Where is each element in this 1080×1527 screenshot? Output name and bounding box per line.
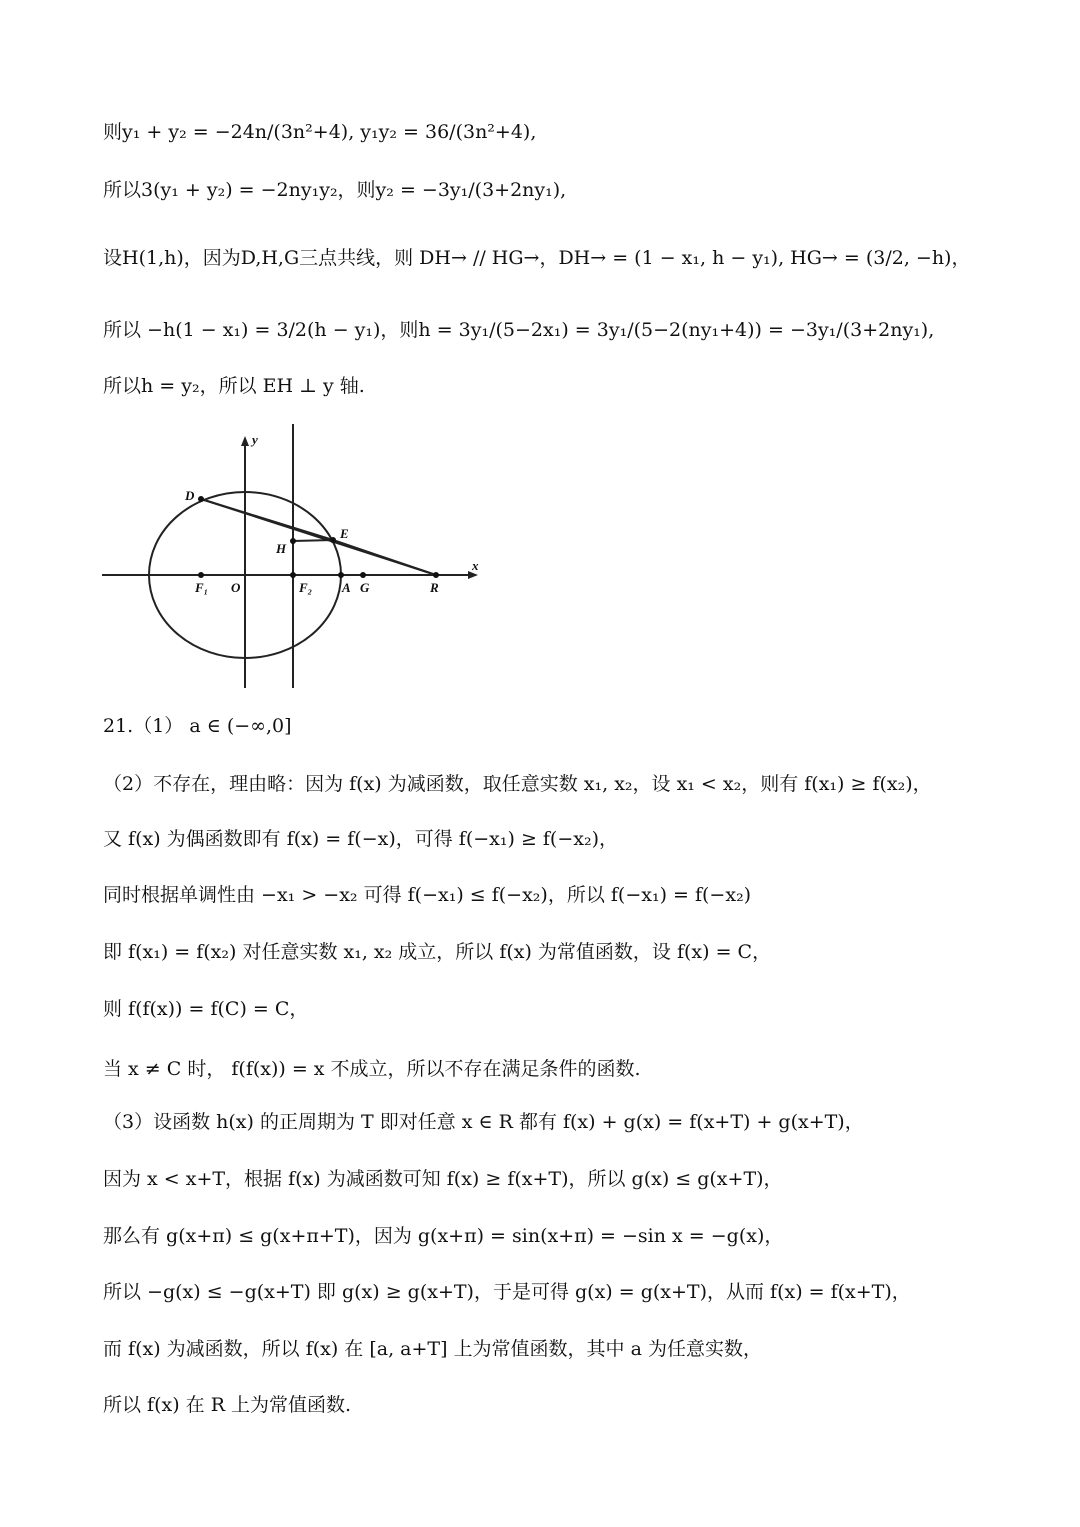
text-line-4: 所以 −h(1 − x₁) = 3/2(h − y₁)，则h = 3y₁/(5−2x₁) = 3y₁/(5−2(ny₁+4)) = −3y₁/(3+2ny₁),: [103, 319, 935, 341]
label-D: D: [185, 488, 195, 503]
text-line-1: 则y₁ + y₂ = −24n/(3n²+4), y₁y₂ = 36/(3n²+4),: [103, 121, 537, 143]
point-G: [360, 572, 366, 578]
text-line-16: 所以 −g(x) ≤ −g(x+T) 即 g(x) ≥ g(x+T)，于是可得 g(x) = g(x+T)，从而 f(x) = f(x+T)，: [103, 1281, 911, 1303]
label-x: x: [472, 558, 479, 573]
text-line-15: 那么有 g(x+π) ≤ g(x+π+T)，因为 g(x+π) = sin(x+π) = −sin x = −g(x)，: [103, 1225, 784, 1247]
text-line-5: 所以h = y₂，所以 EH ⊥ y 轴.: [103, 375, 365, 397]
text-line-13: （3）设函数 h(x) 的正周期为 T 即对任意 x ∈ R 都有 f(x) + g(x) = f(x+T) + g(x+T)，: [103, 1111, 864, 1133]
segment-ER: [333, 540, 436, 575]
y-axis-arrow: [241, 436, 249, 446]
point-E: [330, 537, 336, 543]
segment-HE: [293, 540, 333, 541]
text-line-7: （2）不存在，理由略：因为 f(x) 为减函数，取任意实数 x₁, x₂，设 x₁ < x₂，则有 f(x₁) ≥ f(x₂)，: [103, 773, 932, 795]
label-H: H: [276, 541, 287, 556]
label-G: G: [360, 580, 370, 595]
text-line-12: 当 x ≠ C 时， f(f(x)) = x 不成立，所以不存在满足条件的函数.: [103, 1058, 641, 1080]
label-E: E: [340, 526, 349, 541]
point-R: [433, 572, 439, 578]
ellipse-geometry-figure: [100, 420, 490, 692]
text-line-17: 而 f(x) 为减函数，所以 f(x) 在 [a, a+T] 上为常值函数，其中 a 为任意实数，: [103, 1338, 762, 1360]
text-line-11: 则 f(f(x)) = f(C) = C，: [103, 998, 309, 1020]
text-line-10: 即 f(x₁) = f(x₂) 对任意实数 x₁, x₂ 成立，所以 f(x) 为常值函数，设 f(x) = C，: [103, 941, 772, 963]
text-line-14: 因为 x < x+T，根据 f(x) 为减函数可知 f(x) ≥ f(x+T)，所以 g(x) ≤ g(x+T)，: [103, 1168, 783, 1190]
point-A: [338, 572, 344, 578]
point-H: [290, 538, 296, 544]
text-line-8: 又 f(x) 为偶函数即有 f(x) = f(−x)，可得 f(−x₁) ≥ f(−x₂)，: [103, 828, 619, 850]
text-line-3: 设H(1,h)，因为D,H,G三点共线，则 DH→ // HG→，DH→ = (1 − x₁, h − y₁), HG→ = (3/2, −h)，: [103, 247, 971, 269]
text-line-6: 21.（1） a ∈ (−∞,0]: [103, 715, 292, 737]
label-A: A: [342, 580, 351, 595]
point-F2: [290, 572, 296, 578]
label-y: y: [252, 432, 258, 447]
label-R: R: [430, 580, 439, 595]
text-line-18: 所以 f(x) 在 R 上为常值函数.: [103, 1394, 352, 1416]
point-D: [198, 496, 204, 502]
point-F1: [198, 572, 204, 578]
text-line-2: 所以3(y₁ + y₂) = −2ny₁y₂，则y₂ = −3y₁/(3+2ny₁),: [103, 179, 567, 201]
text-line-9: 同时根据单调性由 −x₁ > −x₂ 可得 f(−x₁) ≤ f(−x₂)，所以 f(−x₁) = f(−x₂): [103, 884, 752, 906]
label-F2: F₂: [299, 580, 313, 595]
label-O: O: [231, 580, 241, 595]
label-F1: F₁: [195, 580, 209, 595]
